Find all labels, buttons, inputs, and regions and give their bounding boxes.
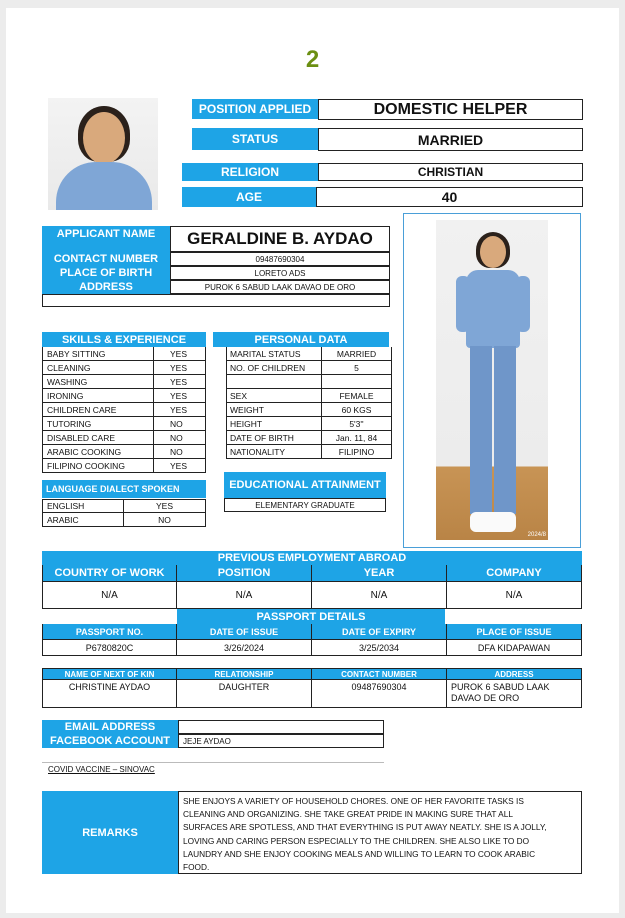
personal-data-field: HEIGHT: [226, 417, 322, 431]
passport-expiry-date: 3/25/2034: [312, 640, 447, 656]
skill-name: CHILDREN CARE: [42, 403, 154, 417]
skills-row: [42, 459, 206, 473]
position-applied-value: DOMESTIC HELPER: [318, 99, 583, 120]
skills-table: [42, 347, 206, 473]
passport-header-number: PASSPORT NO.: [42, 624, 177, 640]
place-of-birth-label: PLACE OF BIRTH: [42, 266, 170, 280]
skills-row: [42, 361, 206, 375]
remarks-line: SHE ENJOYS A VARIETY OF HOUSEHOLD CHORES. ONE OF HER FAVORITE TASKS IS: [183, 796, 524, 806]
personal-data-field: MARITAL STATUS: [226, 347, 322, 361]
personal-data-value: [322, 375, 392, 389]
page-number: 2: [305, 46, 320, 73]
place-of-birth-value: LORETO ADS: [170, 266, 390, 280]
skills-row: [42, 417, 206, 431]
facebook-value: JEJE AYDAO: [178, 734, 384, 748]
personal-data-value: 5'3'': [322, 417, 392, 431]
language-value: YES: [124, 500, 206, 513]
kin-header-address: ADDRESS: [447, 669, 582, 680]
personal-data-field: [226, 375, 322, 389]
kin-header-name: NAME OF NEXT OF KIN: [42, 669, 177, 680]
covid-divider: [42, 762, 384, 763]
passport-title: PASSPORT DETAILS: [177, 609, 445, 624]
personal-data-value: FILIPINO: [322, 445, 392, 459]
kin-header-contact: CONTACT NUMBER: [312, 669, 447, 680]
age-label: AGE: [182, 187, 316, 207]
skill-name: DISABLED CARE: [42, 431, 154, 445]
skills-row: [42, 431, 206, 445]
kin-address-line-1: PUROK 6 SABUD LAAK: [451, 682, 550, 692]
employment-header-company: COMPANY: [447, 565, 582, 582]
personal-data-table: [226, 347, 392, 459]
skills-row: [42, 347, 206, 361]
language-row: [42, 499, 206, 513]
personal-data-field: DATE OF BIRTH: [226, 431, 322, 445]
passport-table: [42, 624, 582, 656]
skill-value: NO: [154, 431, 206, 445]
contact-number-value: 09487690304: [170, 252, 390, 266]
status-value: MARRIED: [318, 128, 583, 151]
photo-watermark: 2024/8: [527, 532, 546, 538]
passport-number: P6780820C: [42, 640, 177, 656]
personal-data-row: [226, 445, 392, 459]
employment-header-year: YEAR: [312, 565, 447, 582]
kin-contact-number: 09487690304: [312, 680, 447, 708]
remarks-text: [178, 791, 582, 874]
passport-header-expiry-date: DATE OF EXPIRY: [312, 624, 447, 640]
education-title: EDUCATIONAL ATTAINMENT: [224, 472, 386, 498]
employment-title: PREVIOUS EMPLOYMENT ABROAD: [42, 551, 582, 565]
language-value: NO: [124, 513, 206, 527]
personal-data-row: [226, 361, 392, 375]
skill-value: YES: [154, 375, 206, 389]
address-label: ADDRESS: [42, 280, 170, 294]
skill-value: YES: [154, 403, 206, 417]
facebook-label: FACEBOOK ACCOUNT: [42, 734, 178, 748]
skills-row: [42, 403, 206, 417]
email-value: [178, 720, 384, 734]
personal-data-row: [226, 431, 392, 445]
personal-data-value: Jan. 11, 84: [322, 431, 392, 445]
personal-data-value: 60 KGS: [322, 403, 392, 417]
personal-data-field: WEIGHT: [226, 403, 322, 417]
personal-data-value: MARRIED: [322, 347, 392, 361]
remarks-line: FOOD.: [183, 862, 210, 873]
skills-row: [42, 375, 206, 389]
skill-name: TUTORING: [42, 417, 154, 431]
skills-row: [42, 389, 206, 403]
skill-value: YES: [154, 389, 206, 403]
personal-data-field: NO. OF CHILDREN: [226, 361, 322, 375]
skill-value: NO: [154, 445, 206, 459]
remarks-line: LAUNDRY AND SHE ENJOY COOKING MEALS AND WILLING TO LEARN TO COOK ARABIC: [183, 848, 536, 859]
kin-header-relationship: RELATIONSHIP: [177, 669, 312, 680]
personal-data-field: NATIONALITY: [226, 445, 322, 459]
kin-name: CHRISTINE AYDAO: [42, 680, 177, 708]
religion-value: CHRISTIAN: [318, 163, 583, 181]
applicant-blank-row: [42, 294, 390, 307]
skill-name: BABY SITTING: [42, 347, 154, 361]
personal-data-value: FEMALE: [322, 389, 392, 403]
remarks-label: REMARKS: [42, 791, 178, 874]
kin-relationship: DAUGHTER: [177, 680, 312, 708]
remarks-line: SURFACES ARE SPOTLESS, AND THAT EVERYTHING IS PUT AWAY NEATLY. SHE IS A JOLLY,: [183, 822, 547, 833]
employment-country: N/A: [42, 582, 177, 609]
language-row: [42, 513, 206, 527]
applicant-name: GERALDINE B. AYDAO: [170, 226, 390, 252]
skill-name: WASHING: [42, 375, 154, 389]
full-body-photo: [436, 220, 548, 540]
skill-name: ARABIC COOKING: [42, 445, 154, 459]
personal-data-title: PERSONAL DATA: [213, 332, 389, 347]
passport-header-place: PLACE OF ISSUE: [447, 624, 582, 640]
personal-data-value: 5: [322, 361, 392, 375]
language-name: ENGLISH: [42, 500, 124, 513]
personal-data-row: [226, 403, 392, 417]
applicant-name-label: APPLICANT NAME: [42, 226, 170, 252]
next-of-kin-table: [42, 668, 582, 708]
skill-value: YES: [154, 347, 206, 361]
contact-number-label: CONTACT NUMBER: [42, 252, 170, 266]
position-applied-label: POSITION APPLIED: [192, 99, 318, 119]
personal-data-field: SEX: [226, 389, 322, 403]
personal-data-row: [226, 375, 392, 389]
religion-label: RELIGION: [182, 163, 318, 181]
skill-name: IRONING: [42, 389, 154, 403]
kin-address: [447, 680, 582, 708]
skill-value: YES: [154, 459, 206, 473]
email-label: EMAIL ADDRESS: [42, 720, 178, 734]
skills-title: SKILLS & EXPERIENCE: [42, 332, 206, 347]
employment-header-country: COUNTRY OF WORK: [42, 565, 177, 582]
education-value: ELEMENTARY GRADUATE: [224, 498, 386, 512]
full-body-photo-frame: [403, 213, 581, 548]
employment-year: N/A: [312, 582, 447, 609]
employment-table: [42, 565, 582, 609]
employment-position: N/A: [177, 582, 312, 609]
kin-address-line-2: DAVAO DE ORO: [451, 693, 520, 703]
passport-issue-date: 3/26/2024: [177, 640, 312, 656]
covid-vaccine-note: COVID VACCINE – SINOVAC: [48, 765, 155, 774]
headshot-photo: [48, 98, 158, 210]
skill-name: FILIPINO COOKING: [42, 459, 154, 473]
skill-value: NO: [154, 417, 206, 431]
personal-data-row: [226, 347, 392, 361]
skills-row: [42, 445, 206, 459]
remarks-line: CLEANING AND ORGANIZING. SHE TAKE GREAT PRIDE IN MAKING SURE THAT ALL: [183, 809, 513, 820]
employment-header-position: POSITION: [177, 565, 312, 582]
language-title: LANGUAGE DIALECT SPOKEN: [42, 480, 206, 498]
personal-data-row: [226, 417, 392, 431]
employment-company: N/A: [447, 582, 582, 609]
remarks-line: LOVING AND CARING PERSON ESPECIALLY TO THE CHILDREN. SHE ALSO LIKE TO DO: [183, 835, 530, 846]
age-value: 40: [316, 187, 583, 207]
skill-value: YES: [154, 361, 206, 375]
personal-data-row: [226, 389, 392, 403]
language-table: [42, 499, 206, 527]
passport-header-issue-date: DATE OF ISSUE: [177, 624, 312, 640]
skill-name: CLEANING: [42, 361, 154, 375]
language-name: ARABIC: [42, 513, 124, 527]
address-value: PUROK 6 SABUD LAAK DAVAO DE ORO: [170, 280, 390, 294]
biodata-page: [6, 8, 619, 913]
passport-place-of-issue: DFA KIDAPAWAN: [447, 640, 582, 656]
status-label: STATUS: [192, 128, 318, 150]
